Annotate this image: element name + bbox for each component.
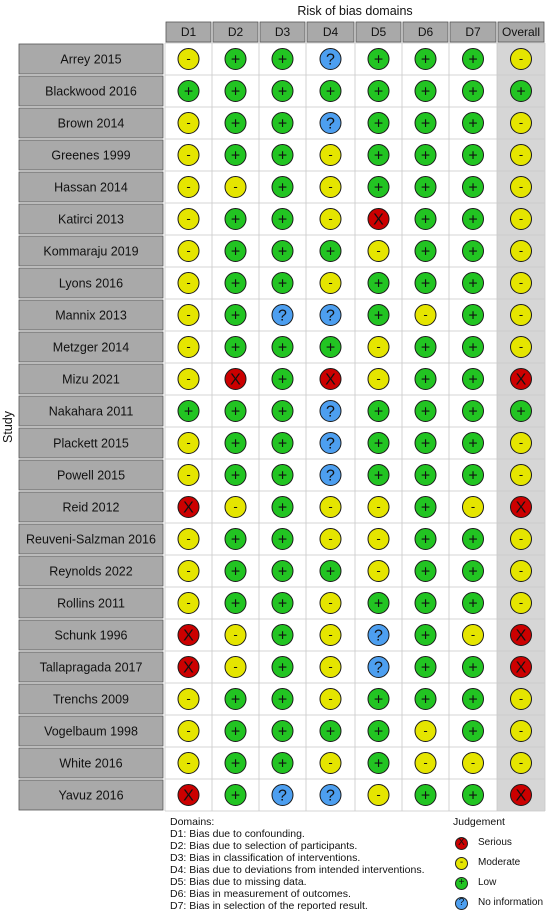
judgement-symbol: + (230, 243, 241, 261)
judgement-symbol: + (230, 339, 241, 357)
judgement-symbol: + (468, 787, 478, 805)
judgement-symbol: + (420, 243, 431, 261)
domain-desc-d4: D4: Bias due to deviations from intended interventions. (170, 864, 425, 876)
judgement-symbol: X (515, 371, 527, 389)
judgement-symbol: - (518, 211, 524, 226)
judgement-symbol: - (470, 627, 476, 642)
judgement-symbol: ? (326, 403, 335, 421)
judgement-symbol: - (328, 275, 333, 290)
study-label-reynolds-2022: Reynolds 2022 (49, 564, 133, 579)
judgement-symbol: + (420, 499, 431, 517)
judgement-symbol: + (468, 467, 478, 485)
judgement-symbol: + (277, 115, 288, 133)
judgement-symbol: - (328, 659, 333, 674)
judgement-symbol: + (420, 691, 431, 709)
study-label-katirci-2013: Katirci 2013 (57, 212, 125, 227)
judgement-symbol: ? (326, 787, 335, 805)
judgement-symbol: + (325, 339, 336, 357)
judgement-symbol: - (186, 243, 191, 258)
judgement-symbol: + (230, 595, 241, 613)
study-label-trenchs-2009: Trenchs 2009 (53, 692, 129, 707)
judgement-symbol: + (230, 467, 241, 485)
domain-desc-d5: D5: Bias due to missing data. (170, 876, 307, 888)
judgement-symbol: + (277, 595, 288, 613)
judgement-symbol: - (186, 723, 191, 738)
domain-desc-d1: D1: Bias due to confounding. (170, 828, 305, 840)
column-label-d5: D5 (370, 25, 387, 39)
judgement-symbol: + (468, 307, 478, 325)
study-label-plackett-2015: Plackett 2015 (53, 436, 129, 451)
judgement-symbol: - (423, 307, 428, 322)
judgement-symbol: + (373, 179, 384, 197)
judgement-symbol: + (468, 115, 478, 133)
judgement-symbol: ? (326, 115, 335, 133)
study-label-tallapragada-2017: Tallapragada 2017 (39, 660, 143, 675)
study-label-mannix-2013: Mannix 2013 (55, 308, 127, 323)
judgement-symbol: + (277, 83, 288, 101)
judgement-symbol: + (468, 435, 478, 453)
judgement-symbol: + (230, 115, 241, 133)
judgement-symbol: - (518, 147, 524, 162)
column-label-d4: D4 (322, 25, 339, 39)
judgement-symbol: + (420, 147, 431, 165)
judgement-symbol: - (186, 691, 191, 706)
judgement-symbol: + (420, 467, 431, 485)
judgement-symbol: + (277, 403, 288, 421)
judgement-legend (455, 816, 550, 913)
judgement-symbol: - (186, 115, 191, 130)
judgement-symbol: + (373, 723, 384, 741)
judgement-symbol: + (468, 371, 478, 389)
judgement-symbol: + (277, 339, 288, 357)
study-label-vogelbaum-1998: Vogelbaum 1998 (44, 724, 138, 739)
judgement-symbol: - (518, 51, 524, 66)
judgement-symbol: + (468, 595, 478, 613)
judgement-symbol: - (233, 179, 238, 194)
column-label-d2: D2 (227, 25, 244, 39)
study-label-kommaraju-2019: Kommaraju 2019 (43, 244, 139, 259)
judgement-symbol: + (325, 723, 336, 741)
judgement-symbol: ? (326, 51, 335, 69)
study-label-lyons-2016: Lyons 2016 (58, 276, 124, 291)
judgement-symbol: + (420, 531, 431, 549)
study-label-reuveni-salzman-2016: Reuveni-Salzman 2016 (26, 532, 156, 547)
judgement-symbol: + (373, 275, 384, 293)
judgement-symbol: X (515, 659, 527, 677)
judgement-symbol: - (518, 531, 524, 546)
study-label-greenes-1999: Greenes 1999 (51, 148, 131, 163)
domain-desc-d7: D7: Bias in selection of the reported result. (170, 900, 368, 912)
judgement-symbol: + (277, 723, 288, 741)
judgement-symbol: - (518, 307, 524, 322)
legend-item-low (455, 873, 550, 893)
judgement-symbol: ? (278, 787, 287, 805)
judgement-symbol: + (516, 83, 526, 101)
judgement-symbol: - (186, 51, 191, 66)
judgement-symbol: + (373, 691, 384, 709)
judgement-symbol: + (230, 531, 241, 549)
judgement-symbol: ? (326, 307, 335, 325)
no-information-icon: ? (455, 897, 468, 910)
judgement-symbol: - (470, 499, 476, 514)
judgement-symbol: - (328, 595, 333, 610)
legend-label-serious: Serious (478, 837, 512, 848)
legend-label-low: Low (478, 877, 497, 888)
judgement-symbol: + (277, 755, 288, 773)
judgement-symbol: ? (374, 659, 383, 677)
judgement-symbol: + (373, 51, 384, 69)
judgement-symbol: + (373, 755, 384, 773)
judgement-symbol: - (328, 531, 333, 546)
judgement-symbol: + (373, 115, 384, 133)
judgement-symbol: - (233, 659, 238, 674)
column-label-overall: Overall (501, 25, 541, 39)
judgement-symbol: - (186, 435, 191, 450)
judgement-symbol: + (468, 179, 478, 197)
column-label-d7: D7 (465, 25, 481, 39)
judgement-symbol: + (277, 531, 288, 549)
legend-item-no-information (455, 893, 550, 913)
judgement-symbol: + (230, 755, 241, 773)
judgement-symbol: + (468, 403, 478, 421)
judgement-symbol: X (183, 659, 194, 677)
judgement-symbol: + (373, 595, 384, 613)
judgement-symbol: - (376, 339, 381, 354)
judgement-symbol: + (420, 627, 431, 645)
judgement-symbol: - (328, 691, 333, 706)
study-label-white-2016: White 2016 (59, 756, 123, 771)
study-label-yavuz-2016: Yavuz 2016 (58, 788, 124, 803)
legend-item-serious (455, 833, 550, 853)
moderate-icon: - (455, 857, 468, 870)
judgement-symbol: + (277, 499, 288, 517)
judgement-symbol: - (376, 563, 381, 578)
judgement-symbol: + (230, 275, 241, 293)
judgement-symbol: + (420, 563, 431, 581)
judgement-symbol: + (230, 211, 241, 229)
judgement-symbol: + (230, 147, 241, 165)
judgement-symbol: + (277, 243, 288, 261)
judgement-symbol: + (420, 435, 431, 453)
judgement-symbol: - (186, 179, 191, 194)
judgement-symbol: - (186, 275, 191, 290)
judgement-symbol: + (468, 275, 478, 293)
judgement-symbol: - (518, 691, 524, 706)
judgement-symbol: + (277, 563, 288, 581)
judgement-symbol: + (468, 243, 478, 261)
judgement-symbol: + (420, 787, 431, 805)
study-label-hassan-2014: Hassan 2014 (54, 180, 128, 195)
judgement-symbol: + (277, 179, 288, 197)
judgement-symbol: + (468, 147, 478, 165)
judgement-symbol: + (183, 403, 194, 421)
chart-title: Risk of bias domains (297, 4, 413, 18)
judgement-symbol: ? (278, 307, 287, 325)
study-label-blackwood-2016: Blackwood 2016 (45, 84, 137, 99)
domain-desc-d3: D3: Bias in classification of interventions. (170, 852, 361, 864)
judgement-symbol: - (186, 563, 191, 578)
judgement-symbol: - (186, 147, 191, 162)
judgement-symbol: + (277, 627, 288, 645)
judgement-symbol: + (420, 179, 431, 197)
judgement-symbol: + (277, 211, 288, 229)
judgement-symbol: + (230, 787, 241, 805)
judgement-symbol: - (186, 755, 191, 770)
judgement-symbol: - (328, 211, 333, 226)
judgement-symbol: + (516, 403, 526, 421)
judgement-symbol: X (230, 371, 241, 389)
judgement-symbol: + (230, 563, 241, 581)
study-label-reid-2012: Reid 2012 (62, 500, 120, 515)
domains-legend (170, 816, 424, 912)
judgement-symbol: + (277, 275, 288, 293)
judgement-symbol: + (468, 659, 478, 677)
column-label-d1: D1 (180, 25, 197, 39)
judgement-symbol: - (470, 755, 476, 770)
judgement-symbol: - (186, 307, 191, 322)
judgement-symbol: - (423, 723, 428, 738)
judgement-symbol: + (468, 531, 478, 549)
judgement-symbol: X (373, 211, 384, 229)
judgement-symbol: X (515, 787, 527, 805)
judgement-symbol: - (186, 531, 191, 546)
judgement-symbol: ? (374, 627, 383, 645)
judgement-symbol: + (277, 659, 288, 677)
judgement-symbol: + (277, 435, 288, 453)
judgement-symbol: X (183, 787, 194, 805)
study-label-metzger-2014: Metzger 2014 (52, 340, 130, 355)
judgement-legend-title: Judgement (453, 816, 505, 828)
study-label-arrey-2015: Arrey 2015 (60, 52, 122, 67)
judgement-symbol: - (518, 467, 524, 482)
study-label-rollins-2011: Rollins 2011 (57, 596, 125, 611)
judgement-symbol: + (420, 275, 431, 293)
legend-label-no-information: No information (478, 897, 544, 908)
judgement-symbol: + (230, 403, 241, 421)
judgement-symbol: + (373, 147, 384, 165)
judgement-symbol: + (420, 115, 431, 133)
judgement-symbol: - (328, 499, 333, 514)
judgement-symbol: X (515, 499, 527, 517)
low-icon: + (455, 877, 468, 890)
judgement-symbol: + (373, 467, 384, 485)
judgement-symbol: - (328, 755, 333, 770)
study-label-schunk-1996: Schunk 1996 (54, 628, 128, 643)
judgement-symbol: - (518, 339, 524, 354)
judgement-symbol: + (230, 83, 241, 101)
judgement-symbol: + (420, 403, 431, 421)
judgement-symbol: - (518, 275, 524, 290)
judgement-symbol: - (518, 115, 524, 130)
judgement-symbol: - (186, 371, 191, 386)
judgement-symbol: + (420, 339, 431, 357)
judgement-symbol: + (468, 83, 478, 101)
judgement-symbol: + (420, 211, 431, 229)
judgement-symbol: + (277, 691, 288, 709)
judgement-symbol: - (186, 595, 191, 610)
legend-item-moderate (455, 853, 550, 873)
judgement-symbol: + (230, 723, 241, 741)
judgement-symbol: + (373, 403, 384, 421)
judgement-symbol: + (277, 147, 288, 165)
judgement-symbol: X (515, 627, 527, 645)
judgement-symbol: + (230, 51, 241, 69)
judgement-symbol: - (518, 563, 524, 578)
judgement-symbol: - (328, 627, 333, 642)
judgement-symbol: + (230, 307, 241, 325)
study-label-mizu-2021: Mizu 2021 (62, 372, 120, 387)
judgement-symbol: ? (326, 435, 335, 453)
judgement-symbol: - (328, 147, 333, 162)
judgement-symbol: - (518, 179, 524, 194)
judgement-symbol: + (230, 691, 241, 709)
domain-desc-d6: D6: Bias in measurement of outcomes. (170, 888, 351, 900)
judgement-symbol: + (420, 83, 431, 101)
column-label-d6: D6 (417, 25, 434, 39)
judgement-symbol: - (186, 339, 191, 354)
judgement-symbol: X (183, 499, 194, 517)
domains-title: Domains: (170, 816, 215, 828)
judgement-symbol: ? (326, 467, 335, 485)
judgement-symbol: - (328, 179, 333, 194)
judgement-symbol: - (186, 467, 191, 482)
judgement-symbol: - (376, 371, 381, 386)
judgement-symbol: + (277, 51, 288, 69)
judgement-symbol: + (325, 83, 336, 101)
judgement-symbol: + (230, 435, 241, 453)
judgement-symbol: - (518, 755, 524, 770)
judgement-symbol: X (183, 627, 194, 645)
judgement-symbol: - (376, 787, 381, 802)
judgement-symbol: - (423, 755, 428, 770)
domain-desc-d2: D2: Bias due to selection of participants. (170, 840, 358, 852)
legend-label-moderate: Moderate (478, 857, 521, 868)
study-label-brown-2014: Brown 2014 (57, 116, 125, 131)
judgement-symbol: + (468, 51, 478, 69)
study-label-nakahara-2011: Nakahara 2011 (48, 404, 134, 419)
judgement-symbol: + (277, 467, 288, 485)
serious-icon: X (455, 837, 468, 850)
judgement-symbol: + (468, 339, 478, 357)
judgement-symbol: - (233, 627, 238, 642)
judgement-symbol: + (373, 435, 384, 453)
judgement-symbol: + (420, 595, 431, 613)
judgement-symbol: + (277, 371, 288, 389)
judgement-symbol: - (518, 723, 524, 738)
judgement-symbol: - (376, 499, 381, 514)
judgement-symbol: + (468, 691, 478, 709)
judgement-symbol: + (420, 659, 431, 677)
judgement-symbol: - (376, 531, 381, 546)
judgement-symbol: - (518, 435, 524, 450)
judgement-symbol: + (373, 83, 384, 101)
column-label-d3: D3 (274, 25, 291, 39)
judgement-symbol: + (183, 83, 194, 101)
judgement-symbol: + (420, 51, 431, 69)
judgement-symbol: + (468, 211, 478, 229)
study-label-powell-2015: Powell 2015 (56, 468, 126, 483)
judgement-symbol: + (325, 563, 336, 581)
judgement-symbol: + (325, 243, 336, 261)
judgement-symbol: + (373, 307, 384, 325)
judgement-symbol: - (376, 243, 381, 258)
judgement-symbol: - (518, 595, 524, 610)
judgement-symbol: X (325, 371, 336, 389)
judgement-symbol: + (468, 723, 478, 741)
judgement-symbol: - (186, 211, 191, 226)
judgement-symbol: - (518, 243, 524, 258)
judgement-symbol: + (468, 563, 478, 581)
judgement-symbol: - (233, 499, 238, 514)
judgement-symbol: + (420, 371, 431, 389)
y-axis-label: Study (1, 411, 15, 443)
